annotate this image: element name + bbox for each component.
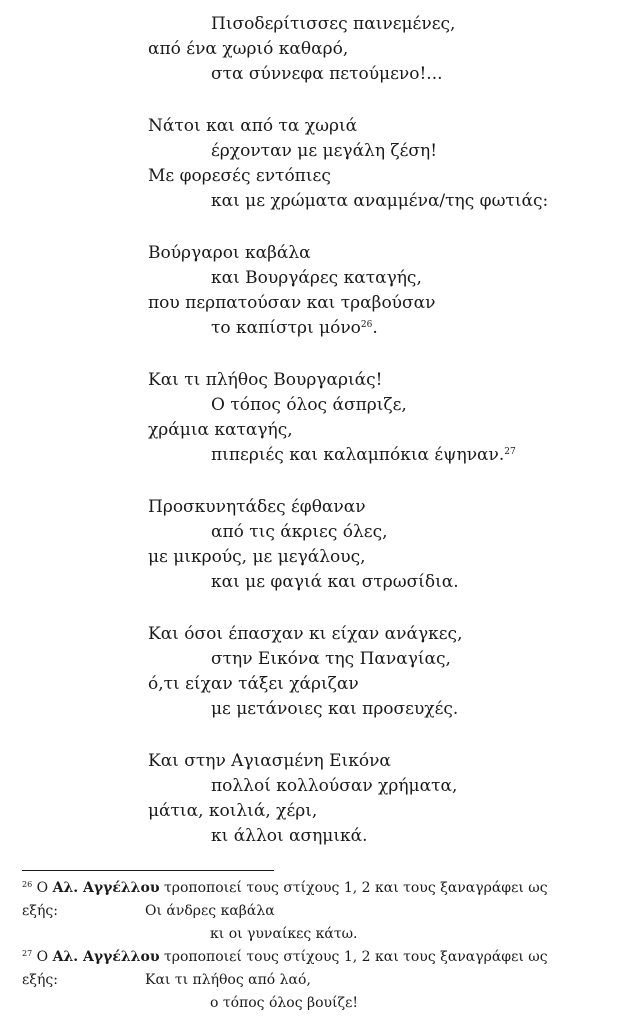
verse-line bbox=[0, 316, 628, 341]
verse-line: Νάτοι και από τα χωριά bbox=[148, 116, 358, 136]
footnote-verse-2: κι οι γυναίκες κάτω. bbox=[210, 926, 358, 942]
footnote-verse-row bbox=[22, 923, 614, 946]
footnote-number: 27 bbox=[22, 949, 33, 958]
footnote-verse-2: ο τόπος όλος βουίζε! bbox=[210, 995, 358, 1011]
footnote-text bbox=[22, 877, 614, 900]
footnote-ref-27[interactable]: 27 bbox=[504, 447, 516, 457]
verse-line: με μικρούς, με μεγάλους, bbox=[148, 547, 366, 567]
verse-line: Και στην Αγιασμένη Εικόνα bbox=[148, 751, 391, 771]
footnote-author: Αλ. Αγγέλλου bbox=[52, 949, 160, 965]
verse-line: και με φαγιά και στρωσίδια. bbox=[211, 572, 459, 592]
stanza-3 bbox=[0, 241, 628, 341]
footnote-verse-row bbox=[22, 969, 614, 992]
verse-line: από τις άκριες όλες, bbox=[211, 522, 388, 542]
verse-line: Πισοδερίτισσες παινεμένες, bbox=[211, 14, 456, 34]
verse-line: κι άλλοι ασημικά. bbox=[211, 826, 368, 846]
footnote-label: εξής: bbox=[22, 972, 58, 988]
footnote-text bbox=[22, 946, 614, 969]
verse-line: έρχονταν με μεγάλη ζέση! bbox=[211, 141, 438, 161]
stanza-2 bbox=[0, 114, 628, 214]
verse-line: με μετάνοιες και προσευχές. bbox=[211, 699, 459, 719]
footnote-divider bbox=[22, 870, 274, 871]
footnotes bbox=[22, 877, 614, 1015]
verse-line: χράμια καταγής, bbox=[148, 420, 293, 440]
footnote-26 bbox=[22, 877, 614, 946]
footnote-body: τροποποιεί τους στίχους 1, 2 και τους ξαναγράφει ως bbox=[159, 880, 548, 896]
footnote-ref-26[interactable]: 26 bbox=[360, 320, 373, 330]
verse-line: που περπατούσαν και τραβούσαν bbox=[148, 293, 436, 313]
footnote-prefix: Ο bbox=[32, 949, 53, 965]
verse-line-text: πιπεριές και καλαμπόκια έψηναν. bbox=[211, 445, 505, 465]
footnote-prefix: Ο bbox=[32, 880, 53, 896]
verse-line: και με χρώματα αναμμένα/της φωτιάς: bbox=[211, 191, 549, 211]
footnote-verse-row bbox=[22, 992, 614, 1015]
verse-line: από ένα χωριό καθαρό, bbox=[148, 39, 349, 59]
stanza-4 bbox=[0, 368, 628, 468]
verse-line: στα σύννεφα πετούμενο!... bbox=[211, 64, 443, 84]
stanza-6 bbox=[0, 622, 628, 722]
footnote-number: 26 bbox=[22, 880, 33, 889]
verse-line: Βούργαροι καβάλα bbox=[148, 243, 311, 263]
verse-line: Και τι πλήθος Βουργαριάς! bbox=[148, 370, 383, 390]
stanza-1 bbox=[0, 12, 628, 87]
poem bbox=[0, 12, 628, 876]
verse-line-text: το καπίστρι μόνο bbox=[211, 318, 361, 338]
verse-line: Ο τόπος όλος άσπριζε, bbox=[211, 395, 407, 415]
verse-line: μάτια, κοιλιά, χέρι, bbox=[148, 801, 318, 821]
verse-line bbox=[0, 443, 628, 468]
footnote-body: τροποποιεί τους στίχους 1, 2 και τους ξαναγράφει ως bbox=[159, 949, 548, 965]
footnote-verse-1: Οι άνδρες καβάλα bbox=[145, 903, 275, 919]
stanza-7 bbox=[0, 749, 628, 849]
footnote-verse-row bbox=[22, 900, 614, 923]
footnote-label: εξής: bbox=[22, 903, 58, 919]
verse-line: Προσκυνητάδες έφθαναν bbox=[148, 497, 366, 517]
verse-line: στην Εικόνα της Παναγίας, bbox=[211, 649, 451, 669]
footnote-verse-1: Και τι πλήθος από λαό, bbox=[145, 972, 311, 988]
verse-line: Με φορεσές εντόπιες bbox=[148, 166, 331, 186]
verse-line-punct: . bbox=[372, 318, 378, 338]
footnote-author: Αλ. Αγγέλλου bbox=[52, 880, 160, 896]
verse-line: πολλοί κολλούσαν χρήματα, bbox=[211, 776, 458, 796]
verse-line: ό,τι είχαν τάξει χάριζαν bbox=[148, 674, 359, 694]
footnote-27 bbox=[22, 946, 614, 1015]
verse-line: Και όσοι έπασχαν κι είχαν ανάγκες, bbox=[148, 624, 463, 644]
verse-line: και Βουργάρες καταγής, bbox=[211, 268, 422, 288]
stanza-5 bbox=[0, 495, 628, 595]
